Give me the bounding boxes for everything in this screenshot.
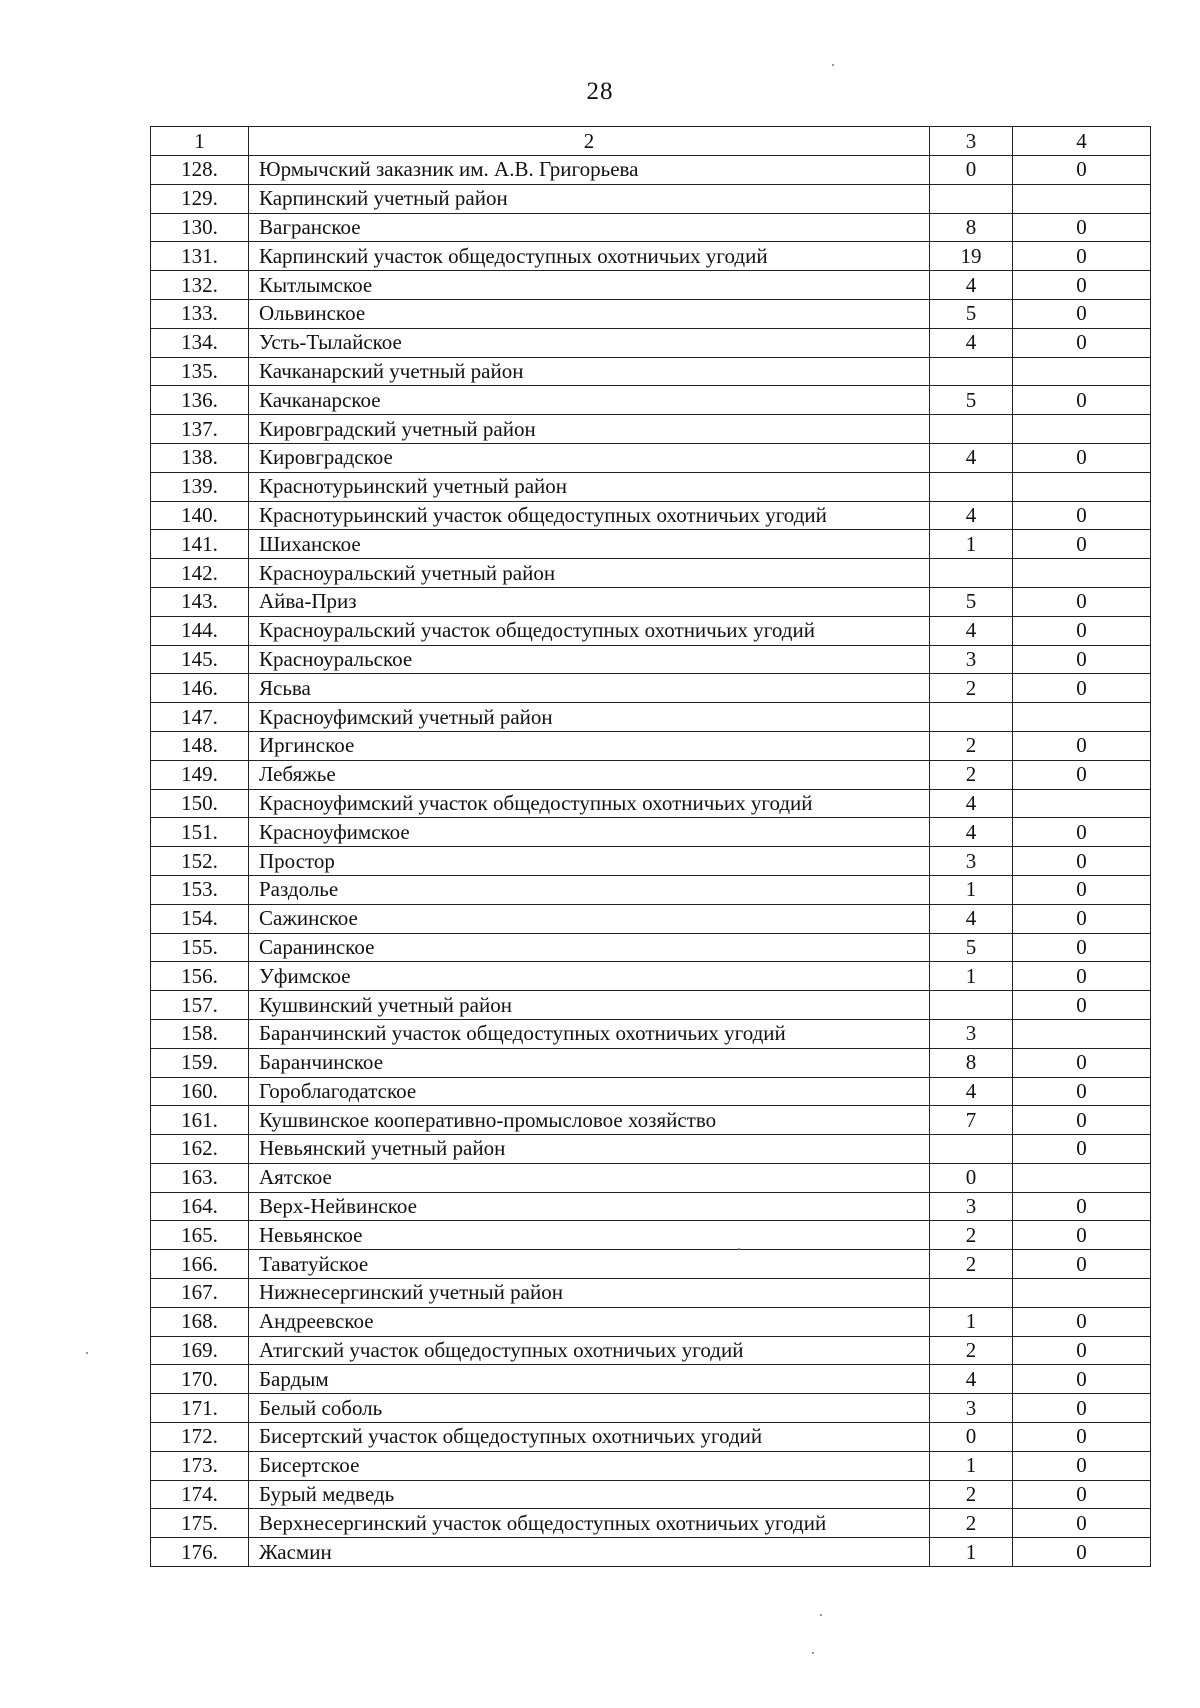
area-name: Красноуральский учетный район [249, 559, 930, 588]
value-col4: 0 [1013, 616, 1151, 645]
row-number: 171. [151, 1394, 249, 1423]
table-row [151, 530, 1151, 559]
value-col4: 0 [1013, 1423, 1151, 1452]
area-name: Бурый медведь [249, 1480, 930, 1509]
value-col4: 0 [1013, 933, 1151, 962]
value-col4: 0 [1013, 328, 1151, 357]
value-col3: 5 [930, 587, 1013, 616]
value-col4: 0 [1013, 1538, 1151, 1567]
value-col3: 3 [930, 1394, 1013, 1423]
row-number: 173. [151, 1451, 249, 1480]
area-name: Красноуфимский участок общедоступных охотничьих угодий [249, 789, 930, 818]
row-number: 146. [151, 674, 249, 703]
row-number: 133. [151, 299, 249, 328]
table-row [151, 1019, 1151, 1048]
scan-speck [832, 64, 834, 66]
table-row [151, 1336, 1151, 1365]
row-number: 145. [151, 645, 249, 674]
row-number: 165. [151, 1221, 249, 1250]
value-col3: 8 [930, 1048, 1013, 1077]
area-name: Бисертское [249, 1451, 930, 1480]
value-col3: 5 [930, 386, 1013, 415]
value-col3: 3 [930, 645, 1013, 674]
value-col3: 3 [930, 847, 1013, 876]
header-cell-2: 2 [249, 127, 930, 156]
row-number: 140. [151, 501, 249, 530]
value-col4 [1013, 357, 1151, 386]
value-col4 [1013, 472, 1151, 501]
area-name: Шиханское [249, 530, 930, 559]
row-number: 172. [151, 1423, 249, 1452]
header-cell-1: 1 [151, 127, 249, 156]
table-row [151, 156, 1151, 185]
table-row [151, 1307, 1151, 1336]
table-row [151, 443, 1151, 472]
table-row [151, 1048, 1151, 1077]
table-row [151, 357, 1151, 386]
row-number: 154. [151, 904, 249, 933]
value-col3: 2 [930, 1250, 1013, 1279]
area-name: Ясьва [249, 674, 930, 703]
area-name: Баранчинский участок общедоступных охотничьих угодий [249, 1019, 930, 1048]
value-col3: 2 [930, 731, 1013, 760]
value-col3: 1 [930, 962, 1013, 991]
table-row [151, 501, 1151, 530]
value-col3: 4 [930, 271, 1013, 300]
data-table [150, 126, 1151, 1567]
value-col4 [1013, 1163, 1151, 1192]
row-number: 158. [151, 1019, 249, 1048]
value-col3: 19 [930, 242, 1013, 271]
value-col3: 1 [930, 1451, 1013, 1480]
header-cell-4: 4 [1013, 127, 1151, 156]
table-body [151, 127, 1151, 1567]
table-row [151, 1135, 1151, 1164]
value-col4: 0 [1013, 1509, 1151, 1538]
area-name: Жасмин [249, 1538, 930, 1567]
row-number: 157. [151, 991, 249, 1020]
row-number: 161. [151, 1106, 249, 1135]
area-name: Кушвинский учетный район [249, 991, 930, 1020]
value-col4: 0 [1013, 213, 1151, 242]
value-col4: 0 [1013, 587, 1151, 616]
table-row [151, 271, 1151, 300]
row-number: 142. [151, 559, 249, 588]
value-col4: 0 [1013, 501, 1151, 530]
value-col4: 0 [1013, 962, 1151, 991]
row-number: 175. [151, 1509, 249, 1538]
value-col3: 5 [930, 933, 1013, 962]
value-col3: 4 [930, 904, 1013, 933]
table-row [151, 962, 1151, 991]
area-name: Раздолье [249, 875, 930, 904]
value-col3: 2 [930, 674, 1013, 703]
table-row [151, 472, 1151, 501]
value-col3 [930, 472, 1013, 501]
row-number: 132. [151, 271, 249, 300]
value-col4: 0 [1013, 904, 1151, 933]
value-col4 [1013, 415, 1151, 444]
value-col4: 0 [1013, 1480, 1151, 1509]
area-name: Красноуральский участок общедоступных охотничьих угодий [249, 616, 930, 645]
row-number: 149. [151, 760, 249, 789]
value-col3: 5 [930, 299, 1013, 328]
area-name: Аятское [249, 1163, 930, 1192]
table-row [151, 933, 1151, 962]
value-col3: 1 [930, 1538, 1013, 1567]
value-col3: 2 [930, 1221, 1013, 1250]
table-row [151, 1451, 1151, 1480]
value-col4: 0 [1013, 760, 1151, 789]
area-name: Ольвинское [249, 299, 930, 328]
value-col3: 4 [930, 789, 1013, 818]
header-cell-3: 3 [930, 127, 1013, 156]
value-col3: 4 [930, 328, 1013, 357]
area-name: Бисертский участок общедоступных охотничьих угодий [249, 1423, 930, 1452]
row-number: 174. [151, 1480, 249, 1509]
table-row [151, 991, 1151, 1020]
value-col3: 2 [930, 1336, 1013, 1365]
value-col4 [1013, 703, 1151, 732]
value-col3: 0 [930, 1163, 1013, 1192]
value-col3: 2 [930, 1509, 1013, 1538]
area-name: Невьянский учетный район [249, 1135, 930, 1164]
area-name: Таватуйское [249, 1250, 930, 1279]
table-row [151, 1394, 1151, 1423]
value-col3 [930, 559, 1013, 588]
table-row [151, 213, 1151, 242]
value-col3: 8 [930, 213, 1013, 242]
table-row [151, 415, 1151, 444]
row-number: 166. [151, 1250, 249, 1279]
value-col4: 0 [1013, 991, 1151, 1020]
row-number: 147. [151, 703, 249, 732]
value-col3: 0 [930, 1423, 1013, 1452]
table-row [151, 1509, 1151, 1538]
area-name: Саранинское [249, 933, 930, 962]
value-col4: 0 [1013, 1192, 1151, 1221]
table-row [151, 674, 1151, 703]
value-col4 [1013, 559, 1151, 588]
row-number: 153. [151, 875, 249, 904]
area-name: Кировградское [249, 443, 930, 472]
table-row [151, 904, 1151, 933]
row-number: 167. [151, 1279, 249, 1308]
row-number: 168. [151, 1307, 249, 1336]
table-row [151, 760, 1151, 789]
value-col4: 0 [1013, 1394, 1151, 1423]
table-row [151, 1106, 1151, 1135]
scan-speck [820, 1614, 822, 1616]
value-col3: 4 [930, 616, 1013, 645]
area-name: Баранчинское [249, 1048, 930, 1077]
scan-speck [812, 1652, 814, 1654]
table-row [151, 1192, 1151, 1221]
table-row [151, 1279, 1151, 1308]
area-name: Кушвинское кооперативно-промысловое хозяйство [249, 1106, 930, 1135]
table-row [151, 1365, 1151, 1394]
row-number: 169. [151, 1336, 249, 1365]
row-number: 148. [151, 731, 249, 760]
area-name: Белый соболь [249, 1394, 930, 1423]
table-row [151, 875, 1151, 904]
area-name: Нижнесергинский учетный район [249, 1279, 930, 1308]
table-row [151, 616, 1151, 645]
value-col4: 0 [1013, 242, 1151, 271]
value-col4: 0 [1013, 530, 1151, 559]
table-row [151, 299, 1151, 328]
row-number: 131. [151, 242, 249, 271]
table-row [151, 1221, 1151, 1250]
value-col3: 1 [930, 530, 1013, 559]
value-col3 [930, 415, 1013, 444]
value-col4: 0 [1013, 271, 1151, 300]
value-col4: 0 [1013, 875, 1151, 904]
area-name: Сажинское [249, 904, 930, 933]
value-col3: 2 [930, 760, 1013, 789]
row-number: 150. [151, 789, 249, 818]
row-number: 155. [151, 933, 249, 962]
value-col4: 0 [1013, 386, 1151, 415]
value-col3 [930, 703, 1013, 732]
value-col4: 0 [1013, 645, 1151, 674]
value-col4: 0 [1013, 1135, 1151, 1164]
value-col3: 7 [930, 1106, 1013, 1135]
table-row [151, 1423, 1151, 1452]
value-col4: 0 [1013, 1250, 1151, 1279]
table-row [151, 559, 1151, 588]
table-row [151, 789, 1151, 818]
table-row [151, 328, 1151, 357]
value-col4: 0 [1013, 299, 1151, 328]
table-row [151, 731, 1151, 760]
area-name: Невьянское [249, 1221, 930, 1250]
area-name: Карпинский участок общедоступных охотничьих угодий [249, 242, 930, 271]
area-name: Красноуфимское [249, 818, 930, 847]
table-row [151, 1250, 1151, 1279]
value-col3 [930, 357, 1013, 386]
value-col4: 0 [1013, 156, 1151, 185]
value-col4: 0 [1013, 847, 1151, 876]
value-col4: 0 [1013, 1336, 1151, 1365]
row-number: 160. [151, 1077, 249, 1106]
value-col4: 0 [1013, 1451, 1151, 1480]
value-col4: 0 [1013, 443, 1151, 472]
area-name: Краснотурьинский учетный район [249, 472, 930, 501]
value-col4 [1013, 1279, 1151, 1308]
table-row [151, 818, 1151, 847]
value-col4 [1013, 1019, 1151, 1048]
table-row [151, 847, 1151, 876]
value-col3: 4 [930, 501, 1013, 530]
table-header-row [151, 127, 1151, 156]
value-col4: 0 [1013, 731, 1151, 760]
area-name: Красноуфимский учетный район [249, 703, 930, 732]
row-number: 151. [151, 818, 249, 847]
area-name: Красноуральское [249, 645, 930, 674]
row-number: 130. [151, 213, 249, 242]
area-name: Гороблагодатское [249, 1077, 930, 1106]
value-col4: 0 [1013, 1048, 1151, 1077]
row-number: 152. [151, 847, 249, 876]
row-number: 134. [151, 328, 249, 357]
row-number: 162. [151, 1135, 249, 1164]
row-number: 139. [151, 472, 249, 501]
value-col4: 0 [1013, 1106, 1151, 1135]
value-col3: 4 [930, 443, 1013, 472]
row-number: 143. [151, 587, 249, 616]
value-col3 [930, 184, 1013, 213]
value-col4: 0 [1013, 1221, 1151, 1250]
area-name: Кытлымское [249, 271, 930, 300]
area-name: Простор [249, 847, 930, 876]
row-number: 128. [151, 156, 249, 185]
value-col3: 4 [930, 1077, 1013, 1106]
value-col4: 0 [1013, 1077, 1151, 1106]
area-name: Краснотурьинский участок общедоступных охотничьих угодий [249, 501, 930, 530]
value-col4: 0 [1013, 1307, 1151, 1336]
area-name: Верхнесергинский участок общедоступных охотничьих угодий [249, 1509, 930, 1538]
value-col3: 4 [930, 1365, 1013, 1394]
area-name: Качканарское [249, 386, 930, 415]
value-col4 [1013, 789, 1151, 818]
value-col4: 0 [1013, 1365, 1151, 1394]
area-name: Качканарский учетный район [249, 357, 930, 386]
table-row [151, 587, 1151, 616]
row-number: 138. [151, 443, 249, 472]
row-number: 164. [151, 1192, 249, 1221]
area-name: Карпинский учетный район [249, 184, 930, 213]
row-number: 144. [151, 616, 249, 645]
value-col3: 1 [930, 1307, 1013, 1336]
area-name: Айва-Приз [249, 587, 930, 616]
row-number: 159. [151, 1048, 249, 1077]
row-number: 156. [151, 962, 249, 991]
table-row [151, 386, 1151, 415]
row-number: 163. [151, 1163, 249, 1192]
scan-speck [738, 1248, 740, 1250]
value-col4: 0 [1013, 818, 1151, 847]
area-name: Кировградский учетный район [249, 415, 930, 444]
table-row [151, 184, 1151, 213]
row-number: 176. [151, 1538, 249, 1567]
table-row [151, 242, 1151, 271]
table-row [151, 703, 1151, 732]
value-col4 [1013, 184, 1151, 213]
row-number: 136. [151, 386, 249, 415]
value-col3: 3 [930, 1019, 1013, 1048]
area-name: Уфимское [249, 962, 930, 991]
row-number: 135. [151, 357, 249, 386]
area-name: Лебяжье [249, 760, 930, 789]
area-name: Юрмычский заказник им. А.В. Григорьева [249, 156, 930, 185]
page-number: 28 [586, 78, 614, 105]
table-row [151, 1480, 1151, 1509]
value-col3: 4 [930, 818, 1013, 847]
value-col3: 0 [930, 156, 1013, 185]
table-row [151, 1163, 1151, 1192]
table-row [151, 1538, 1151, 1567]
area-name: Усть-Тылайское [249, 328, 930, 357]
table-row [151, 645, 1151, 674]
value-col3 [930, 1279, 1013, 1308]
row-number: 129. [151, 184, 249, 213]
value-col3: 1 [930, 875, 1013, 904]
row-number: 137. [151, 415, 249, 444]
scan-speck [86, 1352, 88, 1354]
area-name: Андреевское [249, 1307, 930, 1336]
area-name: Вагранское [249, 213, 930, 242]
area-name: Верх-Нейвинское [249, 1192, 930, 1221]
value-col3: 3 [930, 1192, 1013, 1221]
table-row [151, 1077, 1151, 1106]
value-col3 [930, 991, 1013, 1020]
value-col3 [930, 1135, 1013, 1164]
row-number: 170. [151, 1365, 249, 1394]
value-col4: 0 [1013, 674, 1151, 703]
area-name: Бардым [249, 1365, 930, 1394]
value-col3: 2 [930, 1480, 1013, 1509]
area-name: Иргинское [249, 731, 930, 760]
area-name: Атигский участок общедоступных охотничьих угодий [249, 1336, 930, 1365]
row-number: 141. [151, 530, 249, 559]
